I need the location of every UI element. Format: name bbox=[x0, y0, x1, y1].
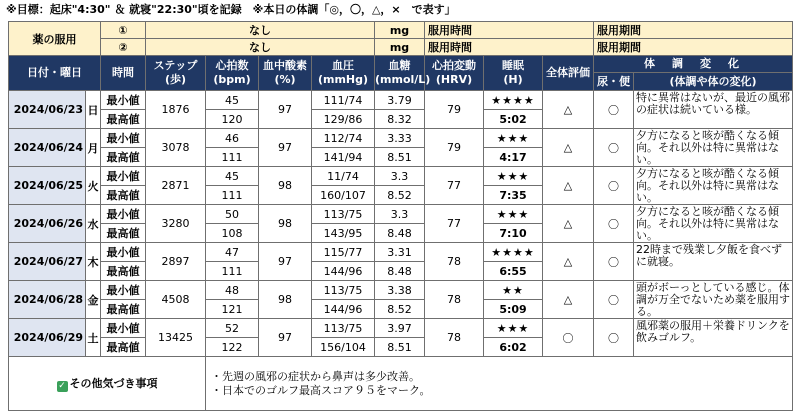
blood-glucose-min: 3.79 bbox=[375, 91, 425, 110]
blood-pressure-max: 144/96 bbox=[312, 262, 375, 281]
overall-rating: △ bbox=[543, 167, 594, 205]
blood-pressure-min: 113/75 bbox=[312, 319, 375, 338]
condition-note: 夕方になると咳が酷くなる傾向。それ以外は特に異常はない。 bbox=[634, 129, 793, 167]
hrv-value: 78 bbox=[425, 243, 484, 281]
header-hrv: 心拍変動 (HRV) bbox=[425, 56, 484, 91]
blood-glucose-max: 8.51 bbox=[375, 148, 425, 167]
steps-value: 2897 bbox=[146, 243, 206, 281]
min-label: 最小値 bbox=[101, 91, 146, 110]
blood-glucose-min: 3.31 bbox=[375, 243, 425, 262]
other-notes-row bbox=[9, 357, 793, 411]
sleep-rating-stars: ★★★ bbox=[484, 319, 543, 338]
note-line: ・先週の風邪の症状から鼻声は多少改善。 bbox=[211, 369, 420, 383]
sleep-duration: 7:10 bbox=[484, 224, 543, 243]
urine-stool-rating: 〇 bbox=[594, 205, 634, 243]
sleep-rating-stars: ★★ bbox=[484, 281, 543, 300]
heart-rate-min: 45 bbox=[206, 91, 259, 110]
heart-rate-max: 121 bbox=[206, 300, 259, 319]
min-label: 最小値 bbox=[101, 205, 146, 224]
weekday-cell: 月 bbox=[86, 129, 101, 167]
urine-stool-rating: 〇 bbox=[594, 129, 634, 167]
date-cell: 2024/06/27 bbox=[9, 243, 86, 281]
sleep-duration: 6:55 bbox=[484, 262, 543, 281]
heart-rate-max: 111 bbox=[206, 186, 259, 205]
medication-name: なし bbox=[146, 39, 375, 56]
day-row bbox=[9, 91, 793, 110]
blood-glucose-max: 8.32 bbox=[375, 110, 425, 129]
day-row bbox=[9, 281, 793, 300]
header-steps: ステップ (歩) bbox=[146, 56, 206, 91]
overall-rating: △ bbox=[543, 129, 594, 167]
blood-pressure-max: 141/94 bbox=[312, 148, 375, 167]
blood-pressure-min: 111/74 bbox=[312, 91, 375, 110]
hrv-value: 79 bbox=[425, 129, 484, 167]
blood-pressure-max: 143/95 bbox=[312, 224, 375, 243]
condition-note: 夕方になると咳が酷くなる傾向。それ以外は特に異常はない。 bbox=[634, 205, 793, 243]
hrv-value: 78 bbox=[425, 281, 484, 319]
heart-rate-max: 108 bbox=[206, 224, 259, 243]
blood-oxygen-value: 97 bbox=[259, 243, 312, 281]
condition-note: 風邪薬の服用＋栄養ドリンクを飲みゴルフ。 bbox=[634, 319, 793, 357]
medication-period: 服用期間 bbox=[594, 39, 793, 56]
max-label: 最高値 bbox=[101, 110, 146, 129]
min-label: 最小値 bbox=[101, 243, 146, 262]
heart-rate-min: 48 bbox=[206, 281, 259, 300]
header-sleep: 睡眠 (H) bbox=[484, 56, 543, 91]
max-label: 最高値 bbox=[101, 148, 146, 167]
blood-glucose-min: 3.33 bbox=[375, 129, 425, 148]
blood-pressure-min: 113/75 bbox=[312, 205, 375, 224]
note-line: ・日本でのゴルフ最高スコア９５をマーク。 bbox=[211, 383, 431, 397]
weekday-cell: 金 bbox=[86, 281, 101, 319]
header-row-1 bbox=[9, 56, 793, 73]
medication-row-2 bbox=[9, 39, 793, 56]
steps-value: 3078 bbox=[146, 129, 206, 167]
min-label: 最小値 bbox=[101, 281, 146, 300]
blood-glucose-max: 8.52 bbox=[375, 186, 425, 205]
header-blood-glucose: 血糖 (mmol/L) bbox=[375, 56, 425, 91]
overall-rating: △ bbox=[543, 91, 594, 129]
header-date: 日付・曜日 bbox=[9, 56, 101, 91]
sleep-rating-stars: ★★★ bbox=[484, 205, 543, 224]
date-cell: 2024/06/23 bbox=[9, 91, 86, 129]
day-row bbox=[9, 319, 793, 338]
steps-value: 3280 bbox=[146, 205, 206, 243]
max-label: 最高値 bbox=[101, 262, 146, 281]
checkbox-icon: ✓ bbox=[58, 381, 66, 391]
steps-value: 4508 bbox=[146, 281, 206, 319]
day-row bbox=[9, 167, 793, 186]
blood-oxygen-value: 98 bbox=[259, 281, 312, 319]
min-label: 最小値 bbox=[101, 167, 146, 186]
steps-value: 1876 bbox=[146, 91, 206, 129]
page-title: ※目標：起床"4:30" ＆ 就寝"22:30"頃を記録 ※本日の体調「◎，〇，△，× で表す」 bbox=[6, 3, 456, 16]
overall-rating: 〇 bbox=[543, 319, 594, 357]
blood-glucose-max: 8.52 bbox=[375, 300, 425, 319]
header-overall: 全体評価 bbox=[543, 56, 594, 91]
blood-glucose-min: 3.38 bbox=[375, 281, 425, 300]
medication-number: ① bbox=[101, 22, 146, 39]
blood-pressure-min: 113/75 bbox=[312, 281, 375, 300]
sleep-rating-stars: ★★★ bbox=[484, 167, 543, 186]
health-log-table bbox=[8, 21, 793, 411]
condition-note: 特に異常はないが、最近の風邪の症状は続いている様。 bbox=[634, 91, 793, 129]
date-cell: 2024/06/25 bbox=[9, 167, 86, 205]
max-label: 最高値 bbox=[101, 338, 146, 357]
weekday-cell: 土 bbox=[86, 319, 101, 357]
min-label: 最小値 bbox=[101, 129, 146, 148]
other-notes-title: その他気づき事項 bbox=[69, 377, 158, 390]
heart-rate-min: 52 bbox=[206, 319, 259, 338]
sleep-duration: 5:02 bbox=[484, 110, 543, 129]
condition-note: 頭がボーっとしている感じ。体調が万全でないため薬を服用する。 bbox=[634, 281, 793, 319]
date-cell: 2024/06/29 bbox=[9, 319, 86, 357]
medication-number: ② bbox=[101, 39, 146, 56]
date-cell: 2024/06/26 bbox=[9, 205, 86, 243]
sleep-rating-stars: ★★★★ bbox=[484, 243, 543, 262]
weekday-cell: 日 bbox=[86, 91, 101, 129]
min-label: 最小値 bbox=[101, 319, 146, 338]
header-blood-pressure: 血圧 (mmHg) bbox=[312, 56, 375, 91]
blood-glucose-min: 3.3 bbox=[375, 205, 425, 224]
hrv-value: 77 bbox=[425, 167, 484, 205]
heart-rate-min: 46 bbox=[206, 129, 259, 148]
sleep-rating-stars: ★★★★ bbox=[484, 91, 543, 110]
steps-value: 2871 bbox=[146, 167, 206, 205]
sleep-duration: 6:02 bbox=[484, 338, 543, 357]
blood-pressure-max: 144/96 bbox=[312, 300, 375, 319]
medication-time: 服用時間 bbox=[425, 39, 594, 56]
heart-rate-min: 47 bbox=[206, 243, 259, 262]
blood-pressure-max: 129/86 bbox=[312, 110, 375, 129]
day-row bbox=[9, 129, 793, 148]
blood-glucose-min: 3.3 bbox=[375, 167, 425, 186]
urine-stool-rating: 〇 bbox=[594, 281, 634, 319]
heart-rate-max: 122 bbox=[206, 338, 259, 357]
weekday-cell: 水 bbox=[86, 205, 101, 243]
sleep-duration: 7:35 bbox=[484, 186, 543, 205]
hrv-value: 79 bbox=[425, 91, 484, 129]
hrv-value: 78 bbox=[425, 319, 484, 357]
condition-note: 22時まで残業し夕飯を食べずに就寝。 bbox=[634, 243, 793, 281]
urine-stool-rating: 〇 bbox=[594, 91, 634, 129]
max-label: 最高値 bbox=[101, 186, 146, 205]
steps-value: 13425 bbox=[146, 319, 206, 357]
header-condition: 体 調 変 化 bbox=[594, 56, 793, 73]
header-body-change: (体調や体の変化) bbox=[634, 73, 793, 91]
blood-glucose-max: 8.51 bbox=[375, 338, 425, 357]
medication-unit: mg bbox=[375, 22, 425, 39]
day-row bbox=[9, 205, 793, 224]
heart-rate-min: 45 bbox=[206, 167, 259, 186]
date-cell: 2024/06/24 bbox=[9, 129, 86, 167]
urine-stool-rating: 〇 bbox=[594, 243, 634, 281]
overall-rating: △ bbox=[543, 243, 594, 281]
sleep-duration: 4:17 bbox=[484, 148, 543, 167]
blood-glucose-min: 3.97 bbox=[375, 319, 425, 338]
other-notes-label bbox=[9, 357, 206, 411]
blood-oxygen-value: 97 bbox=[259, 129, 312, 167]
blood-oxygen-value: 97 bbox=[259, 319, 312, 357]
blood-pressure-max: 156/104 bbox=[312, 338, 375, 357]
heart-rate-max: 111 bbox=[206, 262, 259, 281]
urine-stool-rating: 〇 bbox=[594, 319, 634, 357]
blood-glucose-max: 8.48 bbox=[375, 262, 425, 281]
medication-time: 服用時間 bbox=[425, 22, 594, 39]
max-label: 最高値 bbox=[101, 300, 146, 319]
header-urine: 尿・便 bbox=[594, 73, 634, 91]
urine-stool-rating: 〇 bbox=[594, 167, 634, 205]
max-label: 最高値 bbox=[101, 224, 146, 243]
medication-label: 薬の服用 bbox=[9, 22, 101, 56]
blood-pressure-min: 11/74 bbox=[312, 167, 375, 186]
heart-rate-min: 50 bbox=[206, 205, 259, 224]
overall-rating: △ bbox=[543, 281, 594, 319]
heart-rate-max: 120 bbox=[206, 110, 259, 129]
header-time: 時間 bbox=[101, 56, 146, 91]
blood-oxygen-value: 97 bbox=[259, 91, 312, 129]
hrv-value: 77 bbox=[425, 205, 484, 243]
blood-oxygen-value: 98 bbox=[259, 167, 312, 205]
other-notes-content bbox=[206, 357, 793, 411]
blood-oxygen-value: 98 bbox=[259, 205, 312, 243]
header-heart-rate: 心拍数 (bpm) bbox=[206, 56, 259, 91]
medication-period: 服用期間 bbox=[594, 22, 793, 39]
condition-note: 夕方になると咳が酷くなる傾向。それ以外は特に異常はない。 bbox=[634, 167, 793, 205]
blood-pressure-min: 115/77 bbox=[312, 243, 375, 262]
sleep-duration: 5:09 bbox=[484, 300, 543, 319]
blood-pressure-max: 160/107 bbox=[312, 186, 375, 205]
blood-glucose-max: 8.48 bbox=[375, 224, 425, 243]
date-cell: 2024/06/28 bbox=[9, 281, 86, 319]
heart-rate-max: 111 bbox=[206, 148, 259, 167]
header-blood-oxygen: 血中酸素 (%) bbox=[259, 56, 312, 91]
weekday-cell: 木 bbox=[86, 243, 101, 281]
day-row bbox=[9, 243, 793, 262]
weekday-cell: 火 bbox=[86, 167, 101, 205]
blood-pressure-min: 112/74 bbox=[312, 129, 375, 148]
sleep-rating-stars: ★★★ bbox=[484, 129, 543, 148]
medication-unit: mg bbox=[375, 39, 425, 56]
overall-rating: △ bbox=[543, 205, 594, 243]
medication-row-1 bbox=[9, 22, 793, 39]
medication-name: なし bbox=[146, 22, 375, 39]
